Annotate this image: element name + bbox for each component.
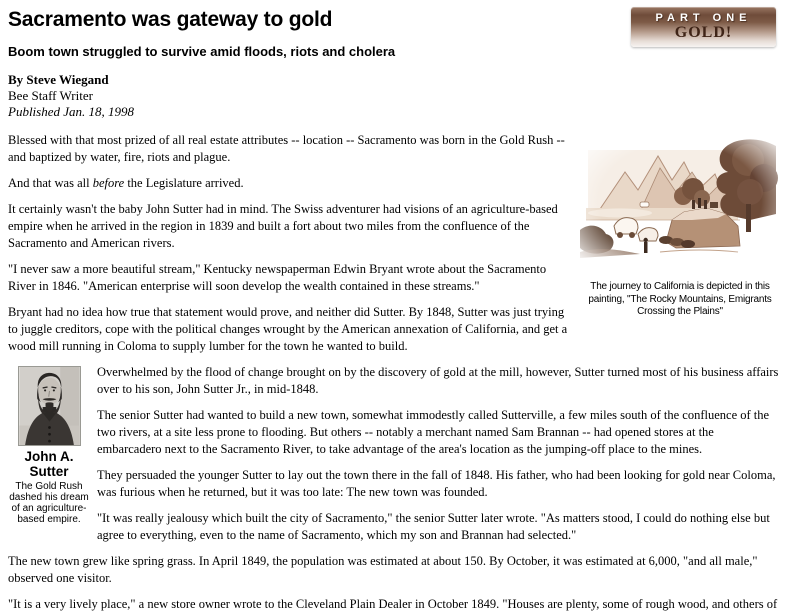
- badge-series-label: GOLD!: [674, 24, 733, 41]
- portrait-name: John A. Sutter: [24, 449, 74, 479]
- paragraph-6: Overwhelmed by the flood of change brought on by the discovery of gold at the mill, however, Sutter turned most of his business affairs over to his son, John Sutter Jr., in mid-1848.: [97, 365, 779, 396]
- painting-figure: [580, 132, 780, 319]
- paragraph-1: Blessed with that most prized of all real estate attributes -- location -- Sacramento was born in the Gold Rush -- and baptized by water, fire, riots and plague.: [8, 133, 565, 164]
- portrait-captions: [8, 449, 90, 525]
- part-one-gold-badge: [631, 7, 776, 47]
- painting-caption: The journey to California is depicted in this painting, "The Rocky Mountains, Emigrants Crossing the Plains": [588, 281, 772, 317]
- emigrants-painting-image: [580, 132, 780, 277]
- paragraph-10: The new town grew like spring grass. In April 1849, the population was estimated at about 150. By October, it was estimated at 6,000, "and all male," observed one visitor.: [8, 554, 758, 585]
- paragraph-3: It certainly wasn't the baby John Sutter had in mind. The Swiss adventurer had visions of an agriculture-based empire when he arrived in the region in 1839 and built a fort about two miles from the confluence of the Sacramento and American rivers.: [8, 202, 558, 250]
- byline-author: By Steve Wiegand: [8, 72, 109, 87]
- badge-part-label: PART ONE: [655, 12, 752, 24]
- page-subtitle: Boom town struggled to survive amid floods, riots and cholera: [8, 44, 396, 59]
- byline-organization: Bee Staff Writer: [8, 88, 93, 103]
- byline-published-date: Published Jan. 18, 1998: [8, 104, 135, 119]
- paragraph-8: They persuaded the younger Sutter to lay out the town there in the fall of 1848. His father, who had been looking for gold near Coloma, was furious when he returned, but it was too late: The new town was founded.: [97, 468, 776, 499]
- article-body: [8, 132, 780, 613]
- paragraph-2-text-end: the Legislature arrived.: [124, 176, 244, 190]
- portrait-caption: The Gold Rush dashed his dream of an agriculture-based empire.: [9, 481, 89, 525]
- paragraph-7: The senior Sutter had wanted to build a new town, somewhat immodestly called Sutterville, a few miles south of the confluence of the two rivers, at a site less prone to flooding. But others -- notably a merchant named Sam Brannan -- had opened stores at the embarcadero next to the Sacramento River, to take advantage of the area's location as the jumping-off place to the mines.: [97, 408, 770, 456]
- sutter-portrait-figure: [8, 366, 90, 525]
- sutter-portrait-image: [18, 366, 81, 446]
- paragraph-5: Bryant had no idea how true that statement would prove, and neither did Sutter. By 1848, Sutter was just trying to juggle creditors, cope with the political changes wrought by the American annexation of California, and get a wood mill running in Coloma to supply lumber for the town he wanted to build.: [8, 305, 568, 353]
- paragraph-11: "It is a very lively place," a new store owner wrote to the Cleveland Plain Dealer in October 1849. "Houses are plenty, some of rough wood, and others of: [8, 597, 778, 611]
- paragraph-9: "It was really jealousy which built the city of Sacramento," the senior Sutter later wrote. "As matters stood, I could do nothing else but agree to everything, even to the name of Sacramento, which my son and Brannan had selected.": [97, 511, 770, 542]
- paragraph-2-emphasis: before: [92, 176, 125, 190]
- page-title: Sacramento was gateway to gold: [8, 8, 333, 31]
- byline: [8, 72, 780, 120]
- paragraph-2-text: And that was all: [8, 176, 93, 190]
- paragraph-4: "I never saw a more beautiful stream," Kentucky newspaperman Edwin Bryant wrote about the Sacramento River in 1846. "American enterprise will soon develop the wealth contained in these streams.": [8, 262, 547, 293]
